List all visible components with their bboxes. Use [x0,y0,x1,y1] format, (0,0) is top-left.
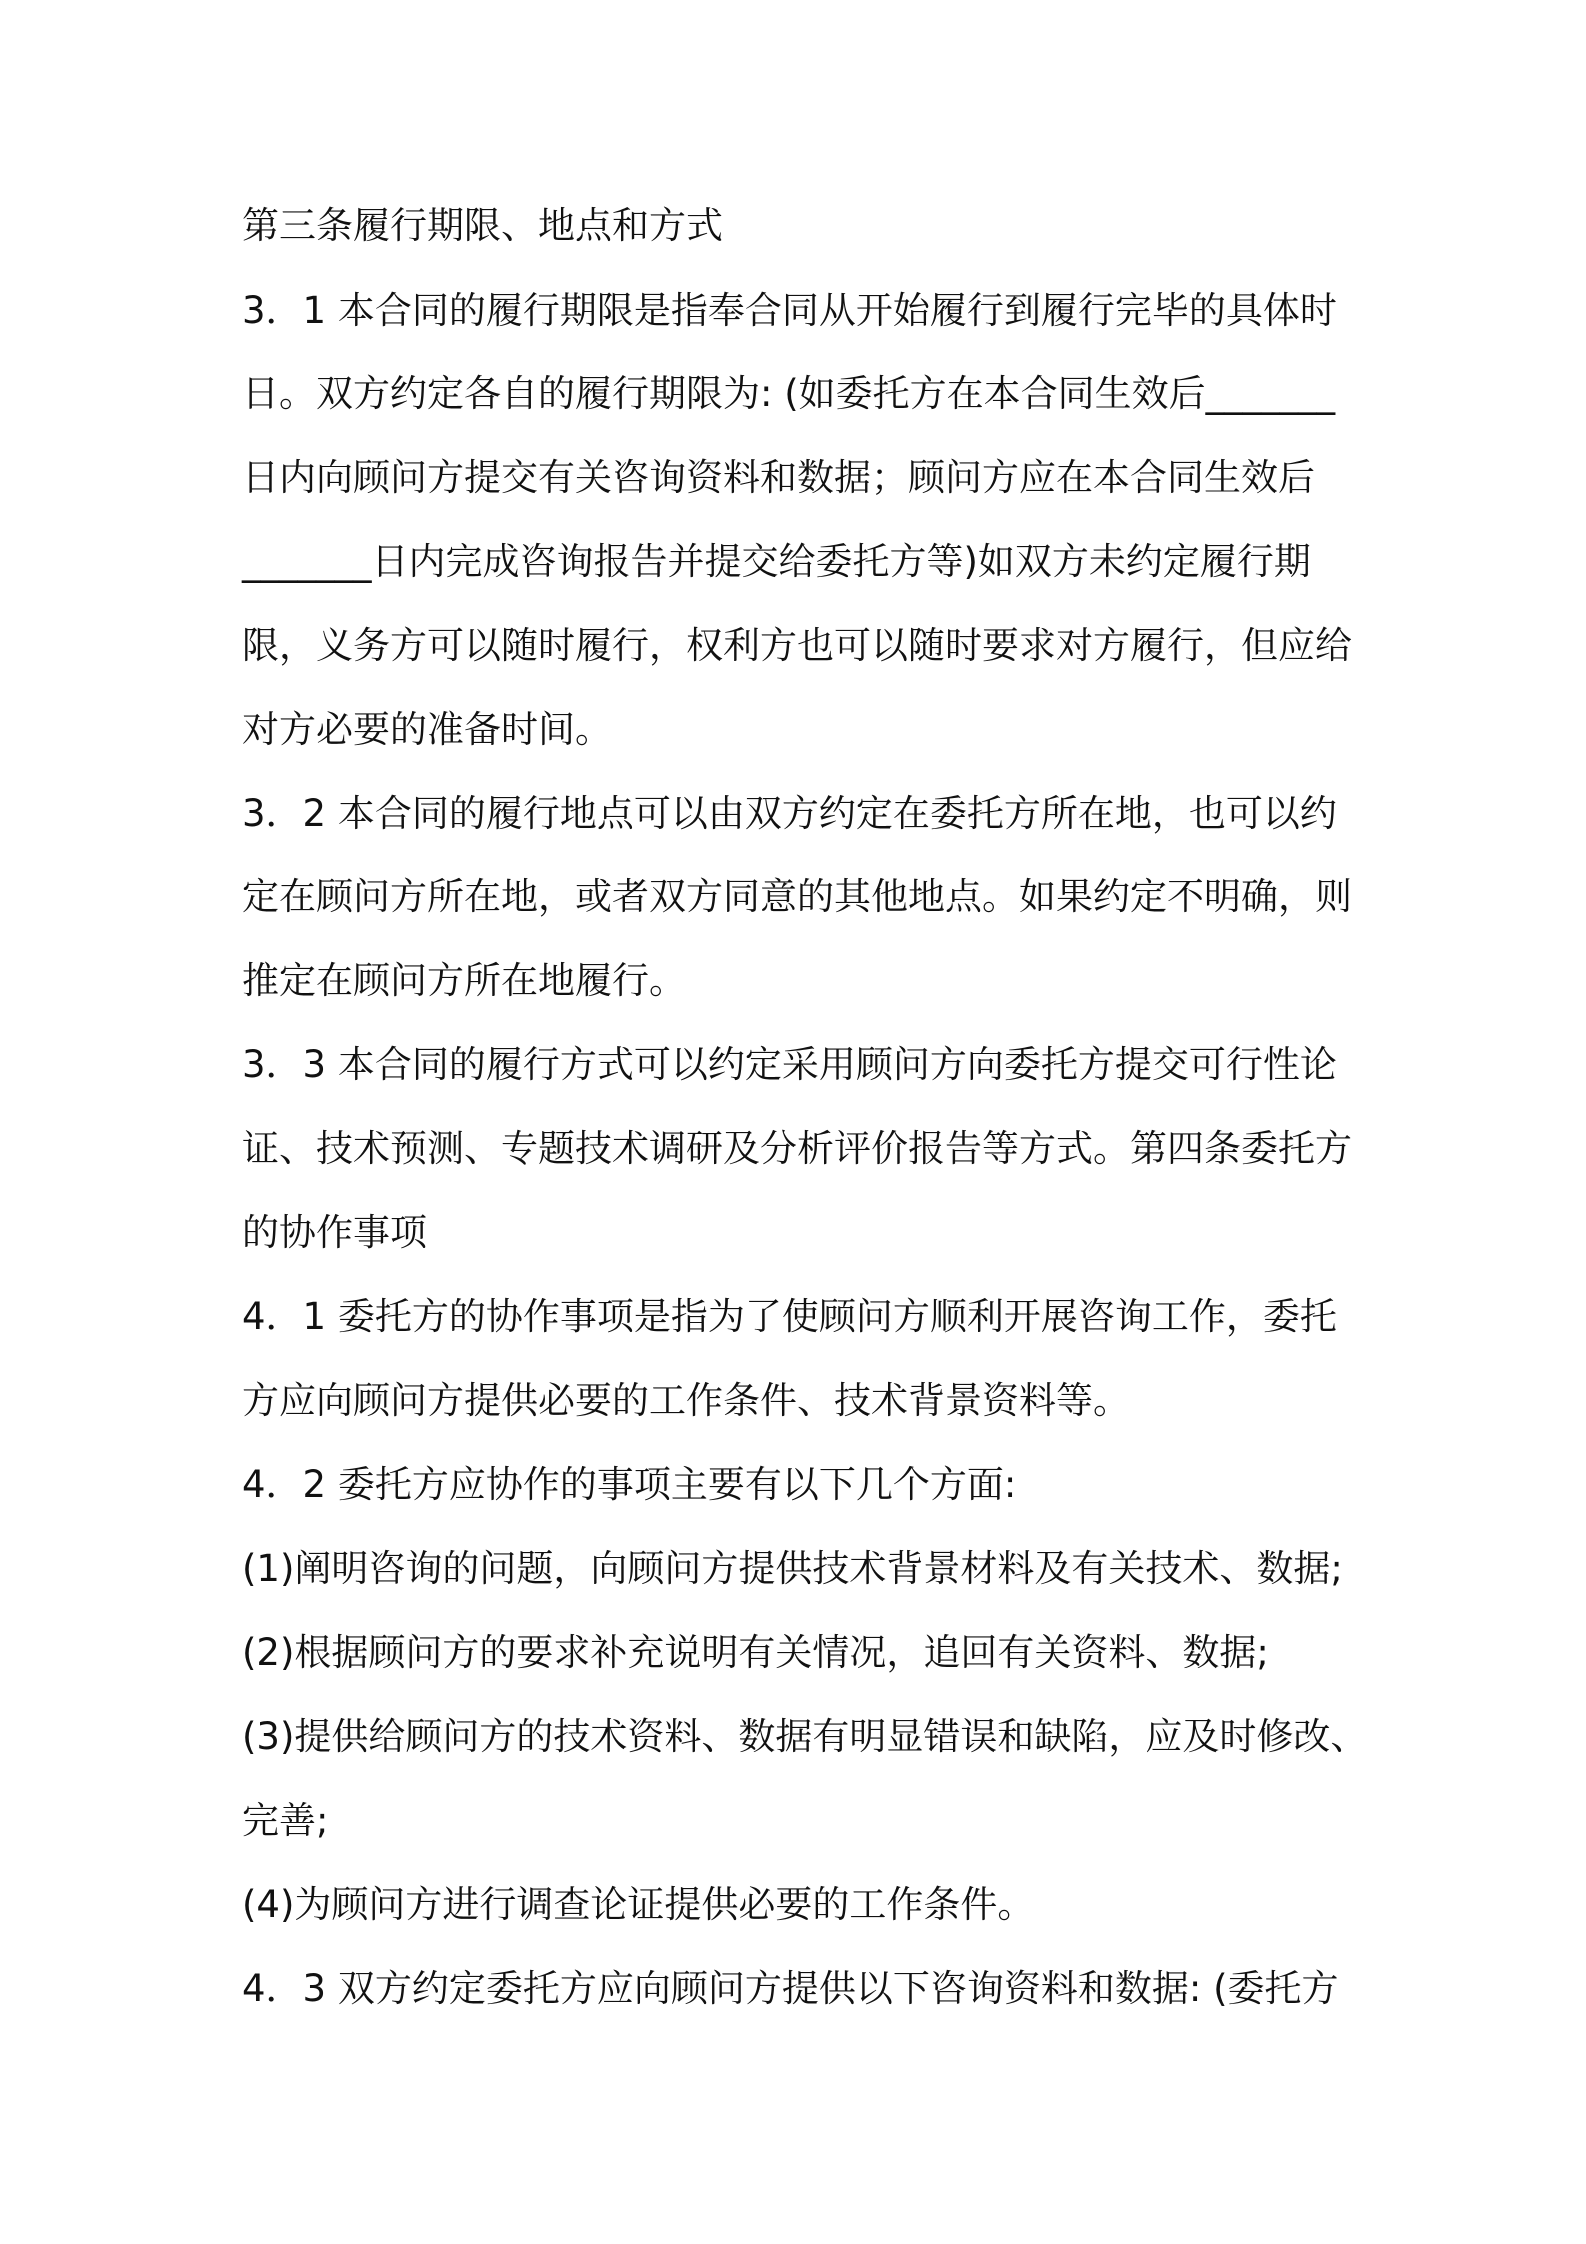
paragraph-line: 对方必要的准备时间。 [242,708,612,751]
list-item: (3)提供给顾问方的技术资料、数据有明显错误和缺陷，应及时修改、 [242,1715,1368,1758]
section-heading: 第三条履行期限、地点和方式 [242,204,723,247]
paragraph-line: 日内向顾问方提交有关咨询资料和数据；顾问方应在本合同生效后 [242,456,1315,499]
paragraph-line: 3．2 本合同的履行地点可以由双方约定在委托方所在地，也可以约 [242,792,1337,835]
paragraph-line: 4．3 双方约定委托方应向顾问方提供以下咨询资料和数据: (委托方 [242,1967,1339,2010]
list-item-continuation: 完善; [242,1799,329,1842]
paragraph-line: 的协作事项 [242,1211,427,1254]
paragraph-line: 推定在顾问方所在地履行。 [242,959,686,1002]
paragraph-line: 限，义务方可以随时履行，权利方也可以随时要求对方履行，但应给 [242,624,1352,667]
paragraph-line: 定在顾问方所在地，或者双方同意的其他地点。如果约定不明确，则 [242,875,1352,918]
paragraph-line: 3．1 本合同的履行期限是指奉合同从开始履行到履行完毕的具体时 [242,289,1337,332]
list-item: (1)阐明咨询的问题，向顾问方提供技术背景材料及有关技术、数据; [242,1547,1343,1590]
list-item: (4)为顾问方进行调查论证提供必要的工作条件。 [242,1883,1035,1926]
list-item: (2)根据顾问方的要求补充说明有关情况，追回有关资料、数据; [242,1631,1269,1674]
paragraph-line: _______日内完成咨询报告并提交给委托方等)如双方未约定履行期 [242,540,1311,583]
paragraph-line: 3．3 本合同的履行方式可以约定采用顾问方向委托方提交可行性论 [242,1043,1337,1086]
paragraph-line: 4．2 委托方应协作的事项主要有以下几个方面: [242,1463,1017,1506]
paragraph-line: 日。双方约定各自的履行期限为: (如委托方在本合同生效后_______ [242,372,1336,415]
paragraph-line: 4．1 委托方的协作事项是指为了使顾问方顺利开展咨询工作，委托 [242,1295,1337,1338]
paragraph-line: 方应向顾问方提供必要的工作条件、技术背景资料等。 [242,1379,1130,1422]
paragraph-line: 证、技术预测、专题技术调研及分析评价报告等方式。第四条委托方 [242,1127,1352,1170]
